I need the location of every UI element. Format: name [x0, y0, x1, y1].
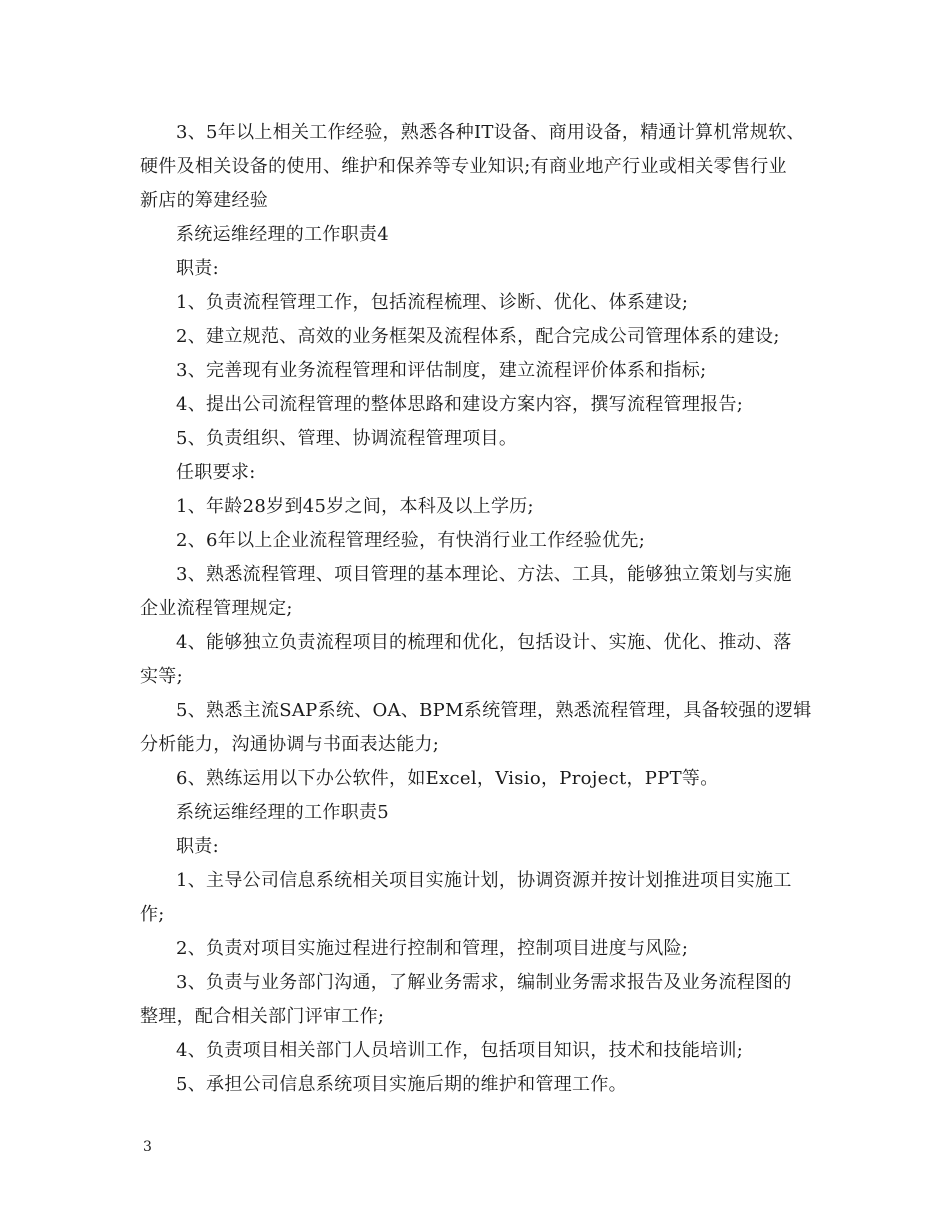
page-number: 3 — [143, 1139, 152, 1155]
body-line: 3、熟悉流程管理、项目管理的基本理论、方法、工具，能够独立策划与实施 — [176, 564, 792, 585]
body-line: 2、负责对项目实施过程进行控制和管理，控制项目进度与风险; — [176, 938, 689, 959]
body-line: 4、提出公司流程管理的整体思路和建设方案内容，撰写流程管理报告; — [176, 394, 744, 415]
body-line: 分析能力，沟通协调与书面表达能力; — [140, 734, 440, 755]
section-heading: 系统运维经理的工作职责4 — [176, 224, 390, 245]
body-line: 新店的筹建经验 — [140, 190, 269, 211]
body-line: 5、负责组织、管理、协调流程管理项目。 — [176, 428, 518, 449]
body-line: 5、承担公司信息系统项目实施后期的维护和管理工作。 — [176, 1074, 627, 1095]
body-line: 职责: — [176, 836, 219, 857]
body-line: 任职要求: — [176, 462, 256, 483]
body-line: 6、熟练运用以下办公软件，如Excel，Visio，Project，PPT等。 — [176, 768, 719, 789]
body-line: 1、年龄28岁到45岁之间，本科及以上学历; — [176, 496, 534, 517]
body-line: 1、主导公司信息系统相关项目实施计划，协调资源并按计划推进项目实施工 — [176, 870, 792, 891]
section-heading: 系统运维经理的工作职责5 — [176, 802, 390, 823]
body-line: 企业流程管理规定; — [140, 598, 293, 619]
body-line: 3、完善现有业务流程管理和评估制度，建立流程评价体系和指标; — [176, 360, 707, 381]
body-line: 3、负责与业务部门沟通，了解业务需求，编制业务需求报告及业务流程图的 — [176, 972, 792, 993]
body-line: 4、能够独立负责流程项目的梳理和优化，包括设计、实施、优化、推动、落 — [176, 632, 792, 653]
body-line: 职责: — [176, 258, 219, 279]
body-line: 实等; — [140, 666, 183, 687]
body-line: 硬件及相关设备的使用、维护和保养等专业知识;有商业地产行业或相关零售行业 — [140, 156, 787, 177]
body-line: 3、5年以上相关工作经验，熟悉各种IT设备、商用设备，精通计算机常规软、 — [176, 122, 805, 143]
body-line: 2、6年以上企业流程管理经验，有快消行业工作经验优先; — [176, 530, 646, 551]
body-line: 整理，配合相关部门评审工作; — [140, 1006, 385, 1027]
body-line: 作; — [140, 904, 165, 925]
body-line: 2、建立规范、高效的业务框架及流程体系，配合完成公司管理体系的建设; — [176, 326, 780, 347]
body-line: 4、负责项目相关部门人员培训工作，包括项目知识，技术和技能培训; — [176, 1040, 744, 1061]
body-line: 1、负责流程管理工作，包括流程梳理、诊断、优化、体系建设; — [176, 292, 689, 313]
body-line: 5、熟悉主流SAP系统、OA、BPM系统管理，熟悉流程管理，具备较强的逻辑 — [176, 700, 812, 721]
